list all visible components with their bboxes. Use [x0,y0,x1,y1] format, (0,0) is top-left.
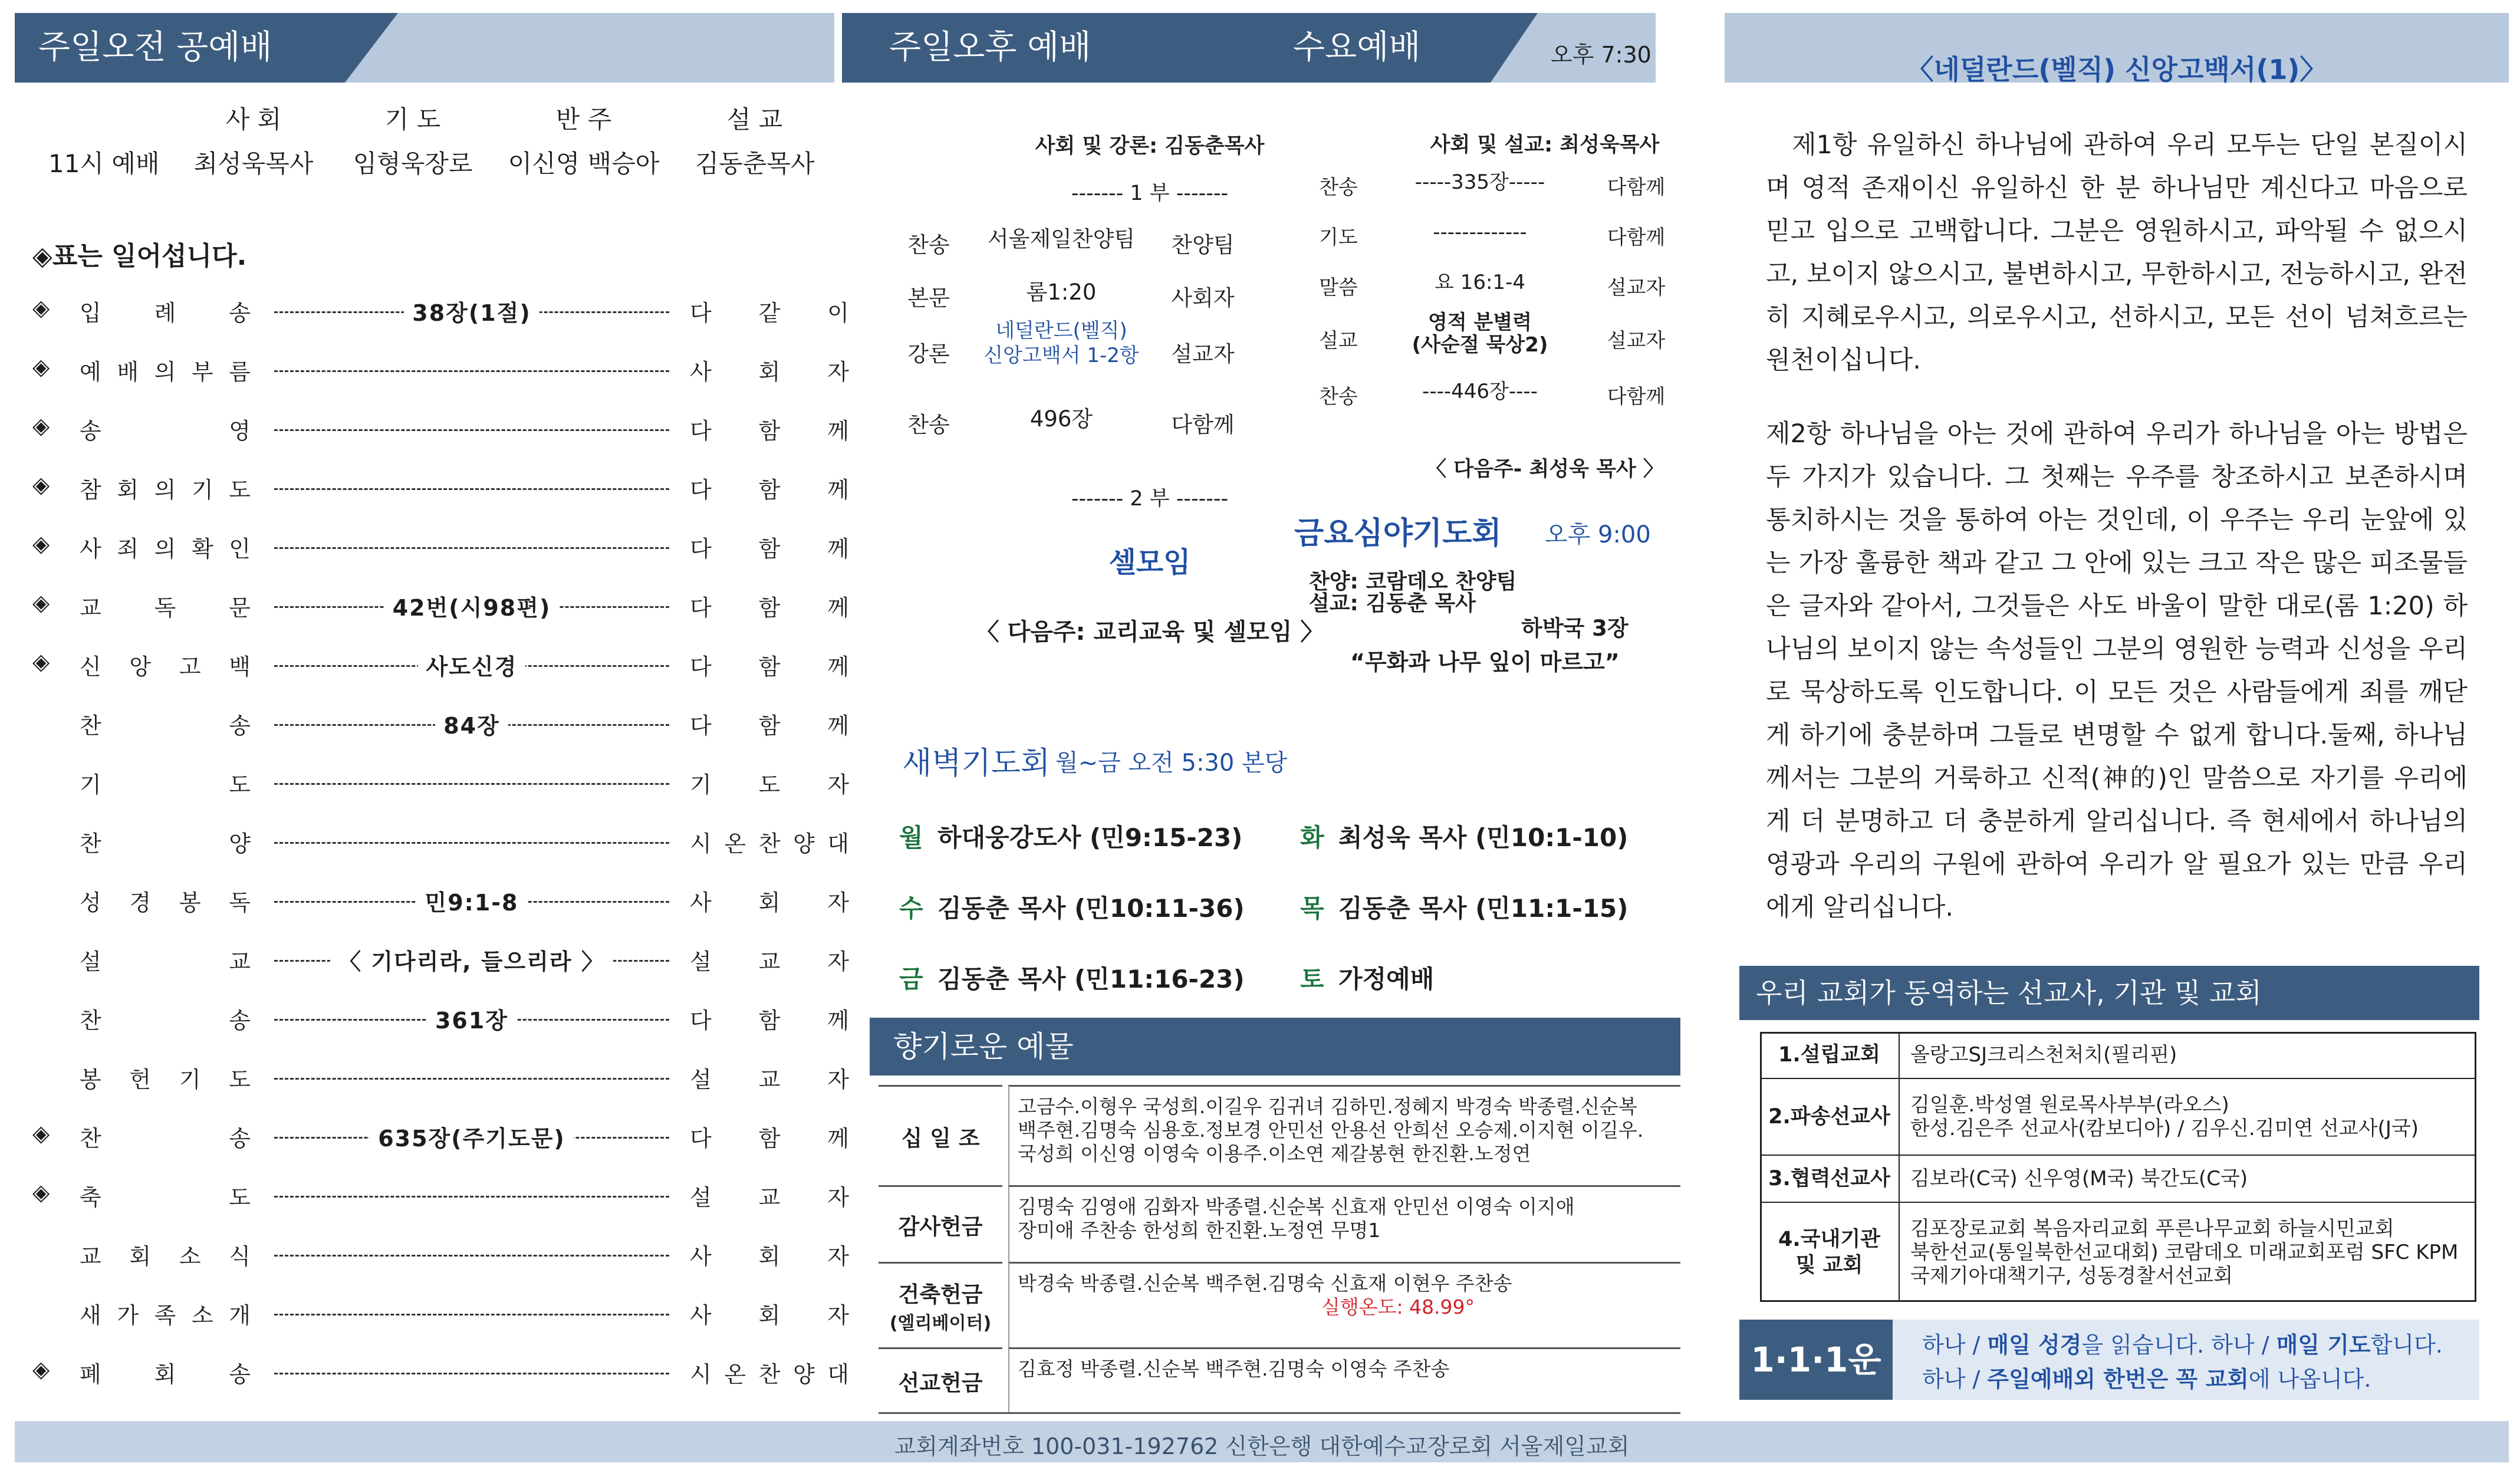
middle-header [842,13,1491,83]
mission-entries-text: 김일훈.박성열 원로목사부부(라오스) 한성.김은주 선교사(캄보디아) / 김우신.김미연 선교사(J국) [1910,1093,2419,1140]
role-name: 이신영 백승아 [508,149,660,178]
confession-title: 〈네덜란드(벨직) 신앙고백서(1)〉 [1906,54,2327,85]
offering-names [1008,1085,1680,1185]
mission-category-label: 2.파송선교사 [1768,1105,1890,1129]
order-item-name: 성 경 봉 독 [80,890,251,916]
order-row [32,1297,849,1333]
movement-emphasis: 매일 기도 [2276,1332,2371,1358]
role-name: 임형욱장로 [353,149,473,178]
stand-marker: ◈ [32,531,50,557]
order-item-name: 사 죄 의 확 인 [80,536,251,562]
order-row [32,354,849,389]
pm-row-leader: 찬양팀 [1171,232,1235,258]
middle-header-arrow [1491,13,1538,83]
order-item-leader: 사 회 자 [690,890,849,916]
order-detail-text: 361장 [427,1008,516,1034]
wed-row-label: 말씀 [1319,276,1358,300]
order-item-name: 폐 회 송 [80,1361,251,1387]
order-detail-text: 42번(시98편) [384,595,560,621]
offering-type [879,1262,1002,1347]
offering-type-label: 건축헌금 [898,1282,983,1307]
role-label: 사 회 [225,105,282,134]
stand-marker: ◈ [32,1356,50,1382]
order-row [32,1061,849,1097]
order-row [32,1356,849,1392]
order-item-name: 새 가 족 소 개 [80,1303,251,1328]
missions-title: 우리 교회가 동역하는 선교사, 기관 및 교회 [1756,977,2262,1009]
order-item-detail [274,943,669,976]
order-item-detail [274,590,669,622]
order-item-leader: 다 같 이 [690,300,849,326]
movement-text: 에 나옵니다. [2248,1366,2371,1392]
pm-part2: ------- 2 부 ------- [1071,487,1229,511]
order-item-leader: 시 온 찬 양 대 [690,831,849,857]
stand-marker: ◈ [32,590,50,616]
dawn-subtitle: 월~금 오전 5:30 본당 [1055,749,1288,777]
order-item-leader: 설 교 자 [690,949,849,975]
offering-type-label: 십 일 조 [901,1125,980,1151]
order-row [32,649,849,684]
offering-header [870,1018,1680,1076]
mission-entries [1899,1078,2476,1155]
order-item-detail [274,1120,669,1153]
wed-row-leader: 설교자 [1607,276,1666,300]
order-row [32,590,849,625]
order-item-name: 참 회 의 기 도 [80,477,251,503]
wed-row-leader: 다함께 [1607,385,1666,409]
wed-row-value: ------------- [1433,221,1527,244]
order-item-name: 축 도 [80,1185,251,1211]
order-item-name: 찬 송 [80,1008,251,1034]
role-label: 설 교 [726,105,783,134]
movement-text: 합니다. [2370,1332,2443,1358]
mission-entries-text: 김보라(C국) 신우영(M국) 북간도(C국) [1910,1167,2248,1190]
movement-emphasis: 매일 성경 [1987,1332,2082,1358]
building-thermometer: 실행온도: 48.99° [1321,1295,1475,1318]
order-item-name: 기 도 [80,772,251,798]
offering-table-bottom [879,1412,1680,1414]
order-row [32,1120,849,1156]
role-name: 김동춘목사 [695,149,815,178]
pm-row-label: 찬송 [907,412,950,438]
friday-praise: 찬양: 코람데오 찬양팀 [1309,570,1517,594]
mission-entries-text: 김포장로교회 복음자리교회 푸른나무교회 하늘시민교회 북한선교(통일북한선교대회) 코람데오 미래교회포럼 SFC KPM 국제기아대책기구, 성동경찰서선교회 [1910,1217,2459,1288]
offering-names-text: 고금수.이형우 국성희.이길우 김귀녀 김하민.정혜지 박경숙 박종렬.신순복 백주현.김명숙 심용호.정보경 안민선 안용선 안희선 오승제.이지현 이길우. 국성희 이신영 이영숙 이용주.이소연 제갈봉현 한진환.노정연 [1018,1095,1644,1165]
mission-entries [1899,1032,2476,1078]
mission-entries [1899,1202,2476,1302]
offering-names [1008,1347,1680,1412]
order-item-leader: 다 함 께 [690,536,849,562]
order-detail-text: 38장(1절) [404,300,539,326]
pm-row-leader: 다함께 [1171,412,1235,438]
order-item-name: 입 례 송 [80,300,251,326]
offering-names-text: 김효정 박종렬.신순복 백주현.김명숙 이영숙 주찬송 [1018,1357,1450,1380]
order-row [32,708,849,743]
wed-row-leader: 설교자 [1607,329,1666,353]
pm-row-label: 강론 [907,341,950,367]
wed-row-value: -----335장----- [1414,170,1545,194]
role-name: 최성욱목사 [193,149,314,178]
mission-entries-text: 올랑고SJ크리스천처치(필리핀) [1910,1043,2177,1067]
order-detail-text: 〈 기다리라, 들으리라 〉 [330,949,613,975]
order-item-leader: 다 함 께 [690,418,849,444]
mission-category [1760,1155,1899,1202]
cell-meeting: 셀모임 [1108,546,1191,579]
footer-account: 교회계좌번호 100-031-192762 신한은행 대한예수교장로회 서울제일교회 [894,1433,1630,1459]
role-label: 기 도 [384,105,441,134]
dawn-leader: 김동춘 목사 (민10:11-36) [937,894,1245,923]
stand-marker: ◈ [32,295,50,321]
wed-row-value: 영적 분별력 (사순절 묵상2) [1412,311,1548,357]
dawn-leader: 최성욱 목사 (민10:1-10) [1338,823,1629,852]
order-item-detail [274,1002,669,1035]
stand-marker: ◈ [32,1179,50,1205]
stand-marker: ◈ [32,1120,50,1146]
order-row [32,943,849,979]
left-header [15,13,345,83]
order-row [32,295,849,330]
pm-row-leader: 설교자 [1171,341,1235,367]
order-row [32,472,849,507]
mission-category-label: 3.협력선교사 [1768,1167,1890,1190]
order-item-detail [274,649,669,681]
dawn-day: 목 [1300,894,1324,923]
order-item-name: 교 회 소 식 [80,1244,251,1269]
order-row [32,413,849,448]
order-item-leader: 다 함 께 [690,1126,849,1152]
dawn-leader: 김동춘 목사 (민11:16-23) [937,965,1245,994]
pm-row-leader: 사회자 [1171,285,1235,311]
wed-row-label: 설교 [1319,329,1358,353]
order-item-name: 봉 헌 기 도 [80,1067,251,1093]
order-detail-text: 635장(주기도문) [370,1126,574,1152]
dawn-day: 금 [899,965,923,994]
missions-header [1739,966,2479,1020]
wed-lead: 사회 및 설교: 최성욱목사 [1430,133,1660,157]
offering-names-text: 박경숙 박종렬.신순복 백주현.김명숙 신효재 이현우 주찬송 [1018,1272,1512,1295]
friday-quote: “무화과 나무 잎이 마르고” [1350,649,1620,675]
movement-text: 을 읽습니다. 하나 / [2081,1332,2276,1358]
pm-next-week: 〈 다음주: 교리교육 및 셀모임 〉 [975,619,1324,646]
offering-type [879,1185,1002,1262]
order-detail-text: 민9:1-8 [417,890,527,916]
order-row [32,1179,849,1215]
order-item-leader: 다 함 께 [690,477,849,503]
dawn-leader: 가정예배 [1338,965,1435,994]
movement-title: 1·1·1운 [1739,1320,1893,1400]
order-item-leader: 다 함 께 [690,1008,849,1034]
friday-title: 금요심야기도회 [1294,516,1502,551]
wed-row-leader: 다함께 [1607,226,1666,249]
friday-hymn: 하박국 3장 [1521,616,1629,641]
service-time: 11시 예배 [48,149,160,178]
order-item-leader: 사 회 자 [690,359,849,385]
stand-marker: ◈ [32,354,50,380]
mission-category-label: 4.국내기관 및 교회 [1778,1228,1880,1277]
wednesday-title: 수요예배 [1293,28,1421,67]
wed-row-label: 찬송 [1319,176,1358,199]
order-row [32,825,849,861]
movement-line-1 [1922,1327,2443,1359]
order-item-leader: 기 도 자 [690,772,849,798]
wed-row-value: ----446장---- [1422,380,1538,403]
stand-marker: ◈ [32,413,50,439]
left-header-title: 주일오전 공예배 [38,28,272,67]
stand-marker: ◈ [32,649,50,675]
dawn-day: 월 [899,823,923,852]
order-item-leader: 다 함 께 [690,654,849,680]
pm-row-value: 서울제일찬양팀 [987,226,1136,252]
offering-type-label: 감사헌금 [898,1213,983,1239]
order-item-leader: 사 회 자 [690,1244,849,1269]
order-row [32,531,849,566]
order-row [32,1238,849,1274]
order-detail-text: 84장 [435,713,508,739]
pm-row-label: 본문 [907,285,950,311]
friday-time: 오후 9:00 [1545,521,1651,548]
offering-title: 향기로운 예물 [893,1030,1074,1064]
order-item-leader: 시 온 찬 양 대 [690,1361,849,1387]
dawn-day: 토 [1300,965,1324,994]
left-header-arrow [345,13,398,83]
offering-names [1008,1185,1680,1262]
wed-row-label: 기도 [1319,226,1358,249]
order-item-name: 찬 송 [80,713,251,739]
order-item-leader: 설 교 자 [690,1067,849,1093]
stand-note: ◈표는 일어섭니다. [32,241,247,271]
movement-text: 하나 / [1922,1366,1988,1392]
pm-lead: 사회 및 강론: 김동춘목사 [1035,134,1265,158]
order-row [32,1002,849,1038]
dawn-leader: 하대웅강도사 (민9:15-23) [937,823,1243,852]
order-item-detail [274,295,669,327]
order-item-name: 신 앙 고 백 [80,654,251,680]
sunday-pm-title: 주일오후 예배 [889,28,1091,67]
order-item-leader: 설 교 자 [690,1185,849,1211]
wed-row-leader: 다함께 [1607,176,1666,199]
article-1: 제1항 유일하신 하나님에 관하여 우리 모두는 단일 본질이시며 영적 존재이신 유일하신 한 분 하나님만 계신다고 마음으로 믿고 입으로 고백합니다. 그분은 영원하시고, 파악될 수 없으시고, 보이지 않으시고, 불변하시고, 무한하시고, 전능하시고, 완전히 지혜로우시고, 의로우시고, 선하시고, 모든 선이 넘쳐흐르는 원천이십니다. [1766,130,2468,375]
wed-row-value: 요 16:1-4 [1435,271,1525,294]
offering-names [1008,1262,1680,1347]
offering-type [879,1347,1002,1412]
dawn-title: 새벽기도회 [902,746,1051,781]
order-item-detail [274,708,669,740]
order-item-name: 찬 송 [80,1126,251,1152]
order-row [32,767,849,802]
order-item-leader: 다 함 께 [690,713,849,739]
offering-type [879,1085,1002,1185]
order-item-name: 예 배 의 부 름 [80,359,251,385]
mission-category [1760,1202,1899,1302]
role-label: 반 주 [555,105,612,134]
order-row [32,884,849,920]
mission-category [1760,1032,1899,1078]
wed-next-week: 〈 다음주- 최성욱 목사 〉 [1426,458,1664,481]
movement-text: 하나 / [1922,1332,1988,1358]
pm-row-label: 찬송 [907,232,950,258]
stand-marker: ◈ [32,472,50,498]
dawn-leader: 김동춘 목사 (민11:1-15) [1338,894,1629,923]
offering-names-text: 김명숙 김영애 김화자 박종렬.신순복 신효재 안민선 이영숙 이지애 장미애 주찬송 한성희 한진환.노정연 무명1 [1018,1195,1575,1242]
mission-category [1760,1078,1899,1155]
order-detail-text: 사도신경 [418,654,526,680]
order-item-detail [274,884,669,917]
dawn-day: 화 [1300,823,1324,852]
dawn-day: 수 [899,894,923,923]
pm-row-value: 네덜란드(벨직) 신앙고백서 1-2항 [983,319,1139,367]
order-item-name: 설 교 [80,949,251,975]
wed-row-label: 찬송 [1319,385,1358,409]
offering-type-label: 선교헌금 [898,1370,983,1396]
movement-line-2 [1922,1361,2371,1393]
mission-category-label: 1.설립교회 [1778,1043,1880,1067]
order-item-leader: 다 함 께 [690,595,849,621]
order-item-name: 교 독 문 [80,595,251,621]
offering-type-sub: (엘리베이터) [889,1313,992,1334]
order-item-name: 찬 양 [80,831,251,857]
order-item-leader: 사 회 자 [690,1303,849,1328]
movement-emphasis: 주일예배외 한번은 꼭 교회 [1987,1366,2249,1392]
mission-entries [1899,1155,2476,1202]
friday-sermon: 설교: 김동춘 목사 [1309,591,1476,616]
pm-row-value: 롬1:20 [1026,279,1097,305]
article-2: 제2항 하나님을 아는 것에 관하여 우리가 하나님을 아는 방법은 두 가지가 있습니다. 그 첫째는 우주를 창조하시고 보존하시며 통치하시는 것을 통하여 아는 것인데, 이 우주는 우리 눈앞에 있는 가장 훌륭한 책과 같고 그 안에 있는 크고 작은 많은 피조물들은 글자와 같아서, 그것들은 사도 바울이 말한 대로(롬 1:20) 하나님의 보이지 않는 속성들인 그분의 영원한 능력과 신성을 우리로 묵상하도록 인도합니다. 이 모든 것은 사람들에게 죄를 깨닫게 하기에 충분하며 그들로 변명할 수 없게 합니다.둘째, 하나님께서는 그분의 거룩하고 신적(神的)인 말씀으로 자기를 우리에게 더 분명하고 더 충분하게 알리십니다. 즉 현세에서 하나님의 영광과 우리의 구원에 관하여 우리가 알 필요가 있는 만큼 우리에게 알리십니다. [1766,419,2468,922]
wednesday-time: 오후 7:30 [1551,42,1652,68]
pm-row-value: 496장 [1029,406,1093,432]
pm-part1: ------- 1 부 ------- [1071,182,1229,205]
order-item-name: 송 영 [80,418,251,444]
